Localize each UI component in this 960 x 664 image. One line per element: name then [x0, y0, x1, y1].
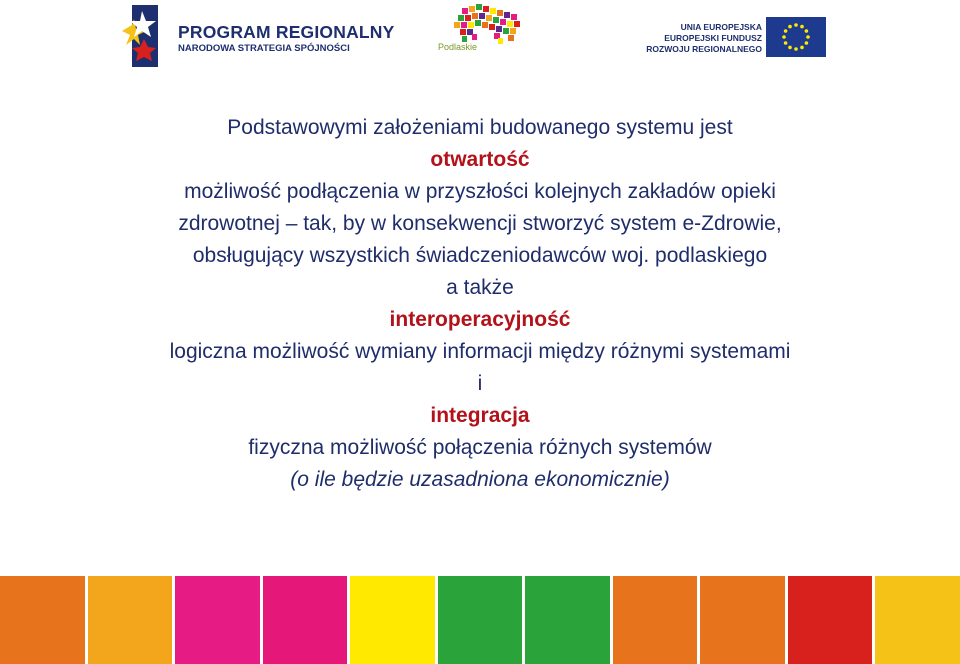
footer-stripe	[350, 576, 435, 664]
otwartosc-desc-line1: możliwość podłączenia w przyszłości kolejnych zakładów opieki	[184, 180, 776, 203]
footer-stripe	[175, 576, 260, 664]
keyword-integracja: integracja	[430, 404, 530, 427]
footer-color-stripes	[0, 576, 960, 664]
connector-a-takze: a także	[446, 276, 514, 299]
footer-stripe	[88, 576, 173, 664]
interoperacyjnosc-desc: logiczna możliwość wymiany informacji między różnymi systemami	[169, 340, 791, 363]
intro-text: Podstawowymi założeniami budowanego systemu jest	[227, 116, 733, 139]
keyword-otwartosc: otwartość	[430, 148, 530, 171]
program-regionalny-logo	[122, 5, 395, 67]
footer-stripe	[263, 576, 348, 664]
footer-stripe	[613, 576, 698, 664]
program-regionalny-emblem-icon	[122, 5, 166, 67]
footer-stripe	[875, 576, 960, 664]
footer-stripe	[788, 576, 873, 664]
connector-i: i	[477, 372, 483, 395]
footer-stripe	[438, 576, 523, 664]
podlaskie-label: Podlaskie	[438, 42, 478, 52]
main-text	[40, 112, 920, 496]
program-regionalny-title: PROGRAM REGIONALNY	[178, 22, 395, 42]
footer-stripe	[700, 576, 785, 664]
eu-flag-icon	[766, 17, 826, 57]
eu-logo	[646, 14, 830, 58]
program-regionalny-subtitle: NARODOWA STRATEGIA SPÓJNOŚCI	[178, 43, 350, 54]
bison-mosaic-icon	[432, 4, 532, 46]
otwartosc-desc-line3: obsługujący wszystkich świadczeniodawców woj. podlaskiego	[192, 244, 768, 267]
eu-logo-line2: EUROPEJSKI FUNDUSZ	[664, 33, 762, 43]
footer-stripe	[0, 576, 85, 664]
footer-stripe	[525, 576, 610, 664]
integracja-note: (o ile będzie uzasadniona ekonomicznie)	[290, 468, 670, 491]
otwartosc-desc-line2: zdrowotnej – tak, by w konsekwencji stworzyć system e-Zdrowie,	[178, 212, 782, 235]
integracja-desc: fizyczna możliwość połączenia różnych systemów	[248, 436, 712, 459]
eu-logo-line3: ROZWOJU REGIONALNEGO	[646, 44, 762, 54]
podlaskie-logo	[432, 4, 532, 60]
keyword-interoperacyjnosc: interoperacyjność	[389, 308, 571, 331]
eu-logo-line1: UNIA EUROPEJSKA	[680, 22, 762, 32]
